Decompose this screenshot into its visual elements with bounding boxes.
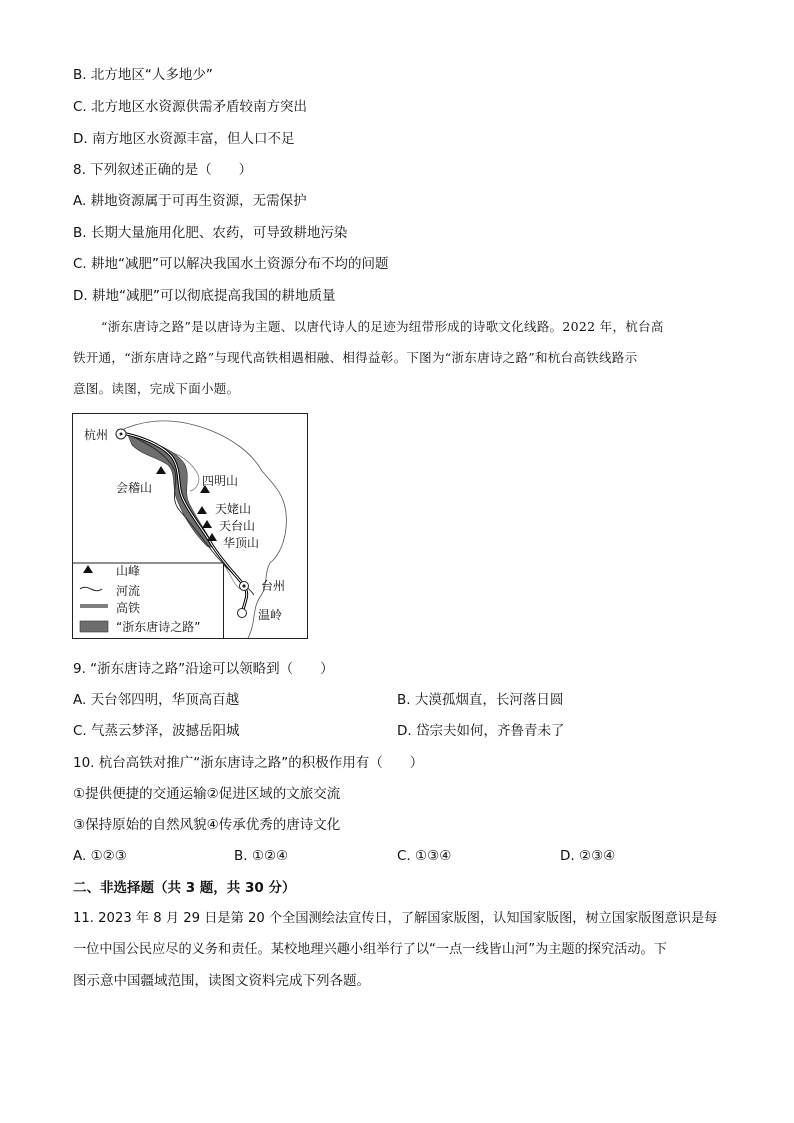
- q10-items-1: ①提供便捷的交通运输②促进区域的文旅交流: [73, 786, 341, 802]
- poetry-route-map: [72, 413, 308, 639]
- label-siming: 四明山: [202, 474, 239, 488]
- legend-route-icon: [80, 621, 108, 632]
- q7-option-d: D. 南方地区水资源丰富，但人口不足: [73, 131, 295, 147]
- q11-line-3: 图示意中国疆域范围，读图文资料完成下列各题。: [73, 973, 370, 989]
- q9-stem: 9. “浙东唐诗之路”沿途可以领略到（ ）: [73, 661, 334, 677]
- label-wenling: 温岭: [258, 608, 283, 622]
- q9-option-b: B. 大漠孤烟直，长河落日圆: [397, 692, 564, 708]
- passage-line-3: 意图。读图，完成下面小题。: [73, 381, 240, 396]
- hangzhou-city-dot: [120, 433, 123, 436]
- label-tianmu: 天姥山: [215, 502, 252, 516]
- label-tiantai: 天台山: [219, 519, 256, 533]
- q11-line-2: 一位中国公民应尽的义务和责任。某校地理兴趣小组举行了以“一点一线皆山河”为主题的探究活动。下: [73, 942, 667, 957]
- passage-line-2: 铁开通，“浙东唐诗之路”与现代高铁相遇相融、相得益彰。下图为“浙东唐诗之路”和杭台高铁线路示: [73, 350, 638, 365]
- legend-peak-label: 山峰: [116, 564, 141, 578]
- q8-option-b: B. 长期大量施用化肥、农药，可导致耕地污染: [73, 225, 348, 241]
- label-kuaiji: 会稽山: [116, 481, 153, 495]
- wenling-city-marker: [238, 609, 247, 618]
- q8-option-c: C. 耕地“减肥”可以解决我国水土资源分布不均的问题: [73, 256, 389, 272]
- q7-option-c: C. 北方地区水资源供需矛盾较南方突出: [73, 99, 308, 115]
- q9-option-d: D. 岱宗夫如何，齐鲁青未了: [397, 723, 565, 739]
- label-taizhou: 台州: [261, 579, 286, 593]
- map-legend: [73, 563, 224, 639]
- q10-option-c: C. ①③④: [397, 848, 452, 864]
- q8-stem: 8. 下列叙述正确的是（ ）: [73, 162, 253, 178]
- label-huading: 华顶山: [223, 536, 260, 550]
- q8-option-d: D. 耕地“减肥”可以彻底提高我国的耕地质量: [73, 288, 336, 304]
- label-hangzhou: 杭州: [84, 428, 109, 442]
- q10-stem: 10. 杭台高铁对推广“浙东唐诗之路”的积极作用有（ ）: [73, 755, 424, 771]
- legend-river-label: 河流: [116, 584, 141, 598]
- q9-option-a: A. 天台邻四明，华顶高百越: [73, 692, 240, 708]
- q11-line-1: 11. 2023 年 8 月 29 日是第 20 个全国测绘法宣传日，了解国家版图，认知国家版图，树立国家版图意识是每: [73, 911, 718, 926]
- q10-option-a: A. ①②③: [73, 848, 127, 864]
- q9-option-c: C. 气蒸云梦泽，波撼岳阳城: [73, 723, 240, 739]
- passage-line-1: “浙东唐诗之路”是以唐诗为主题、以唐代诗人的足迹为纽带形成的诗歌文化线路。2022 年，杭台高: [101, 319, 664, 334]
- taizhou-city-dot: [242, 584, 245, 587]
- legend-route-label: “浙东唐诗之路”: [116, 620, 201, 634]
- q10-items-2: ③保持原始的自然风貌④传承优秀的唐诗文化: [73, 817, 341, 833]
- legend-rail-label: 高铁: [116, 601, 141, 615]
- q10-option-d: D. ②③④: [560, 848, 616, 864]
- q10-option-b: B. ①②④: [234, 848, 289, 864]
- q8-option-a: A. 耕地资源属于可再生资源，无需保护: [73, 193, 307, 209]
- q7-option-b: B. 北方地区“人多地少”: [73, 67, 213, 83]
- section-heading: 二、非选择题（共 3 题，共 30 分）: [73, 880, 296, 896]
